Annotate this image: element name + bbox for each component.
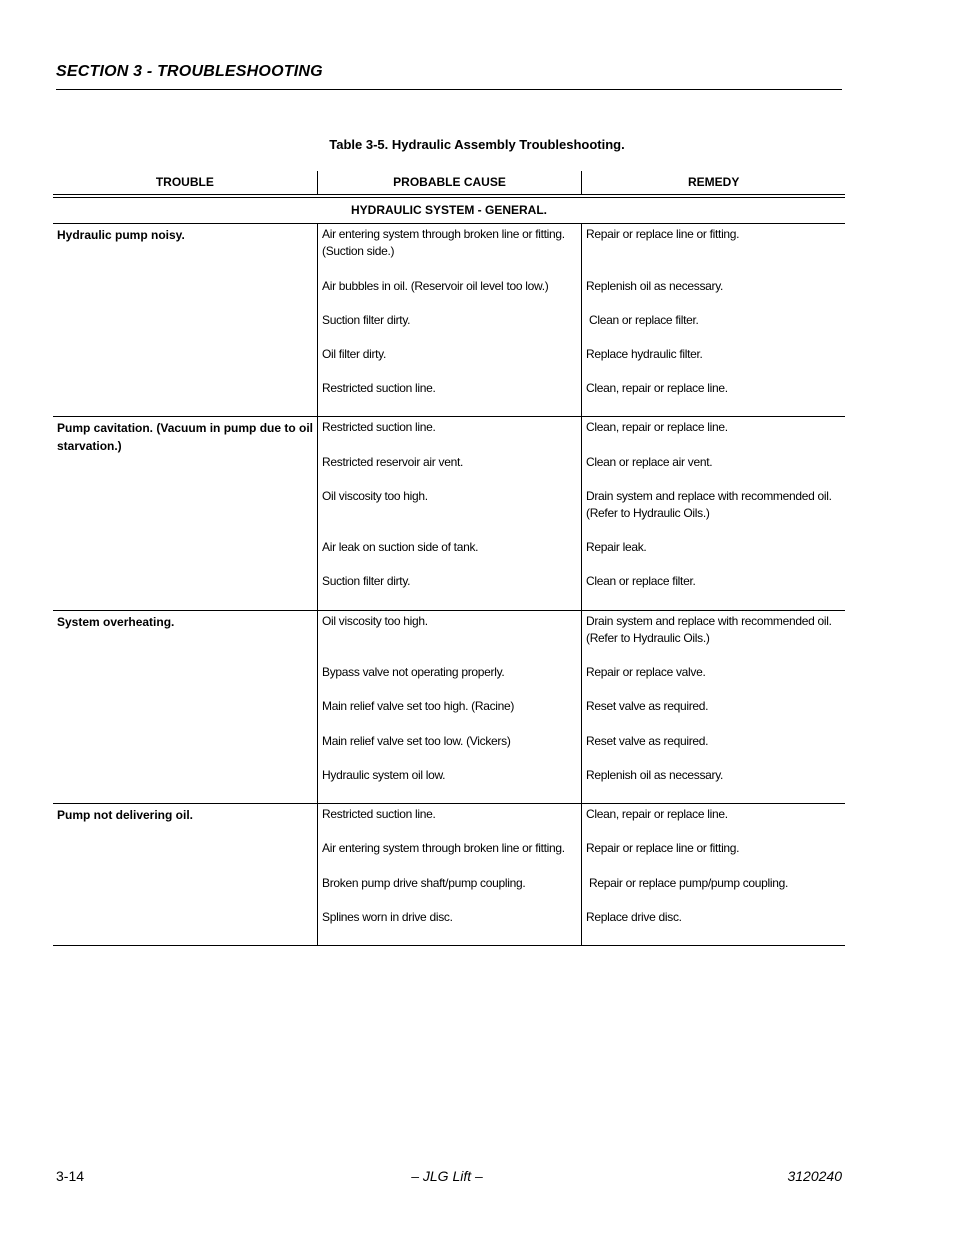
remedy-text: Clean, repair or replace line. (586, 381, 728, 395)
column-header-remedy: REMEDY (581, 171, 845, 194)
remedy-text: Replenish oil as necessary. (586, 768, 724, 782)
section-title: SECTION 3 - TROUBLESHOOTING (56, 63, 323, 80)
probable-cause-text: Restricted suction line. (322, 807, 436, 821)
probable-cause-text: Oil viscosity too high. (322, 614, 428, 628)
remedy-text: Replace drive disc. (586, 910, 682, 924)
section-heading: HYDRAULIC SYSTEM - GENERAL. (53, 197, 845, 224)
trouble-cell: Hydraulic pump noisy. (57, 228, 185, 242)
remedy-text: Clean or replace filter. (586, 313, 699, 327)
table-body (53, 224, 845, 946)
probable-cause-text: Main relief valve set too high. (Racine) (322, 699, 515, 713)
remedy-cell (581, 417, 844, 610)
remedy-cell (581, 804, 844, 945)
table-title: Table 3-5. Hydraulic Assembly Troubleshooting. (329, 137, 625, 152)
trouble-group (53, 224, 845, 417)
probable-cause-text: Air leak on suction side of tank. (322, 540, 479, 554)
probable-cause-text: Restricted suction line. (322, 420, 436, 434)
probable-cause-text: Air entering system through broken line or fitting. (Suction side.) (322, 227, 565, 258)
remedy-text: Clean, repair or replace line. (586, 807, 728, 821)
probable-cause-text: Restricted reservoir air vent. (322, 455, 464, 469)
remedy-text: Reset valve as required. (586, 699, 709, 713)
trouble-group (53, 611, 845, 804)
remedy-text: Replace hydraulic filter. (586, 347, 703, 361)
probable-cause-text: Suction filter dirty. (322, 313, 411, 327)
remedy-text: Repair or replace pump/pump coupling. (586, 876, 789, 890)
probable-cause-text: Restricted suction line. (322, 381, 436, 395)
remedy-text: Drain system and replace with recommended oil. (Refer to Hydraulic Oils.) (586, 614, 835, 645)
remedy-text: Replenish oil as necessary. (586, 279, 724, 293)
probable-cause-text: Splines worn in drive disc. (322, 910, 453, 924)
probable-cause-text: Broken pump drive shaft/pump coupling. (322, 876, 526, 890)
cause-cell (317, 224, 581, 416)
footer-publisher: – JLG Lift – (411, 1168, 483, 1184)
remedy-text: Repair leak. (586, 540, 647, 554)
trouble-cell: Pump not delivering oil. (57, 808, 194, 822)
remedy-text: Repair or replace valve. (586, 665, 706, 679)
remedy-cell (581, 224, 844, 416)
cause-cell (317, 804, 581, 945)
probable-cause-text: Hydraulic system oil low. (322, 768, 446, 782)
remedy-text: Clean or replace air vent. (586, 455, 713, 469)
column-header-trouble: TROUBLE (155, 175, 214, 189)
trouble-group (53, 804, 845, 946)
remedy-text: Drain system and replace with recommended oil. (Refer to Hydraulic Oils.) (586, 489, 835, 520)
page-number: 3-14 (56, 1168, 85, 1184)
remedy-text: Clean, repair or replace line. (586, 420, 728, 434)
probable-cause-text: Air bubbles in oil. (Reservoir oil level too low.) (322, 279, 549, 293)
troubleshooting-table (53, 171, 845, 946)
table-header-row (53, 171, 845, 195)
cause-cell (317, 417, 581, 610)
probable-cause-text: Oil viscosity too high. (322, 489, 428, 503)
column-header-probable-cause: PROBABLE CAUSE (317, 171, 582, 194)
probable-cause-text: Main relief valve set too low. (Vickers) (322, 734, 511, 748)
probable-cause-text: Air entering system through broken line or fitting. (322, 841, 565, 855)
probable-cause-text: Oil filter dirty. (322, 347, 387, 361)
remedy-text: Clean or replace filter. (586, 574, 696, 588)
trouble-cell: Pump cavitation. (Vacuum in pump due to oil starvation.) (57, 421, 314, 453)
trouble-group (53, 417, 845, 611)
remedy-cell (581, 611, 844, 803)
page-header (56, 63, 842, 90)
remedy-text: Repair or replace line or fitting. (586, 227, 740, 241)
cause-cell (317, 611, 581, 803)
trouble-cell: System overheating. (57, 615, 175, 629)
probable-cause-text: Suction filter dirty. (322, 574, 411, 588)
remedy-text: Repair or replace line or fitting. (586, 841, 740, 855)
document-number: 3120240 (787, 1168, 842, 1184)
probable-cause-text: Bypass valve not operating properly. (322, 665, 505, 679)
remedy-text: Reset valve as required. (586, 734, 709, 748)
